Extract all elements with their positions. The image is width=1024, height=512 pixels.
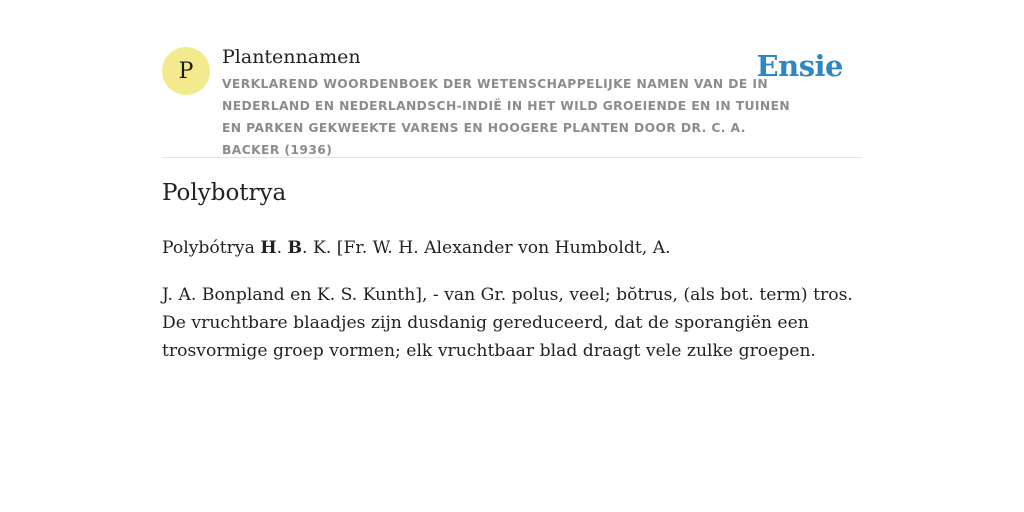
entry-title: Polybotrya xyxy=(162,180,287,206)
entry-body xyxy=(162,234,862,384)
source-header xyxy=(162,44,862,157)
abbrev-h: H xyxy=(260,238,277,258)
entry-paragraph-1 xyxy=(162,234,862,262)
source-description: VERKLAREND WOORDENBOEK DER WETENSCHAPPELIJKE NAMEN VAN DE IN NEDERLAND EN NEDERLANDSCH-INDIË IN HET WILD GROEIENDE EN IN TUINEN EN PARKEN GEKWEEKTE VARENS EN HOOGERE PLANTEN DOOR DR. C. A. BACKER (1936) xyxy=(222,77,791,157)
header-divider xyxy=(162,157,862,158)
abbrev-separator: . xyxy=(276,238,288,258)
ensie-logo-link[interactable]: Ensie xyxy=(756,49,843,83)
entry-author-text: . K. [Fr. W. H. Alexander von Humboldt, A. xyxy=(302,238,671,258)
abbrev-b: B xyxy=(287,238,303,258)
source-title[interactable]: Plantennamen xyxy=(222,46,361,68)
source-avatar[interactable]: P xyxy=(162,47,210,95)
entry-paragraph-2: J. A. Bonpland en K. S. Kunth], - van Gr. polus, veel; bŏtrus, (als bot. term) tros. De vruchtbare blaadjes zijn dusdanig gereduceerd, dat de sporangiën een trosvormige groep vormen; elk vruchtbaar blad draagt vele zulke groepen. xyxy=(162,285,853,361)
entry-headword: Polybótrya xyxy=(162,238,261,258)
